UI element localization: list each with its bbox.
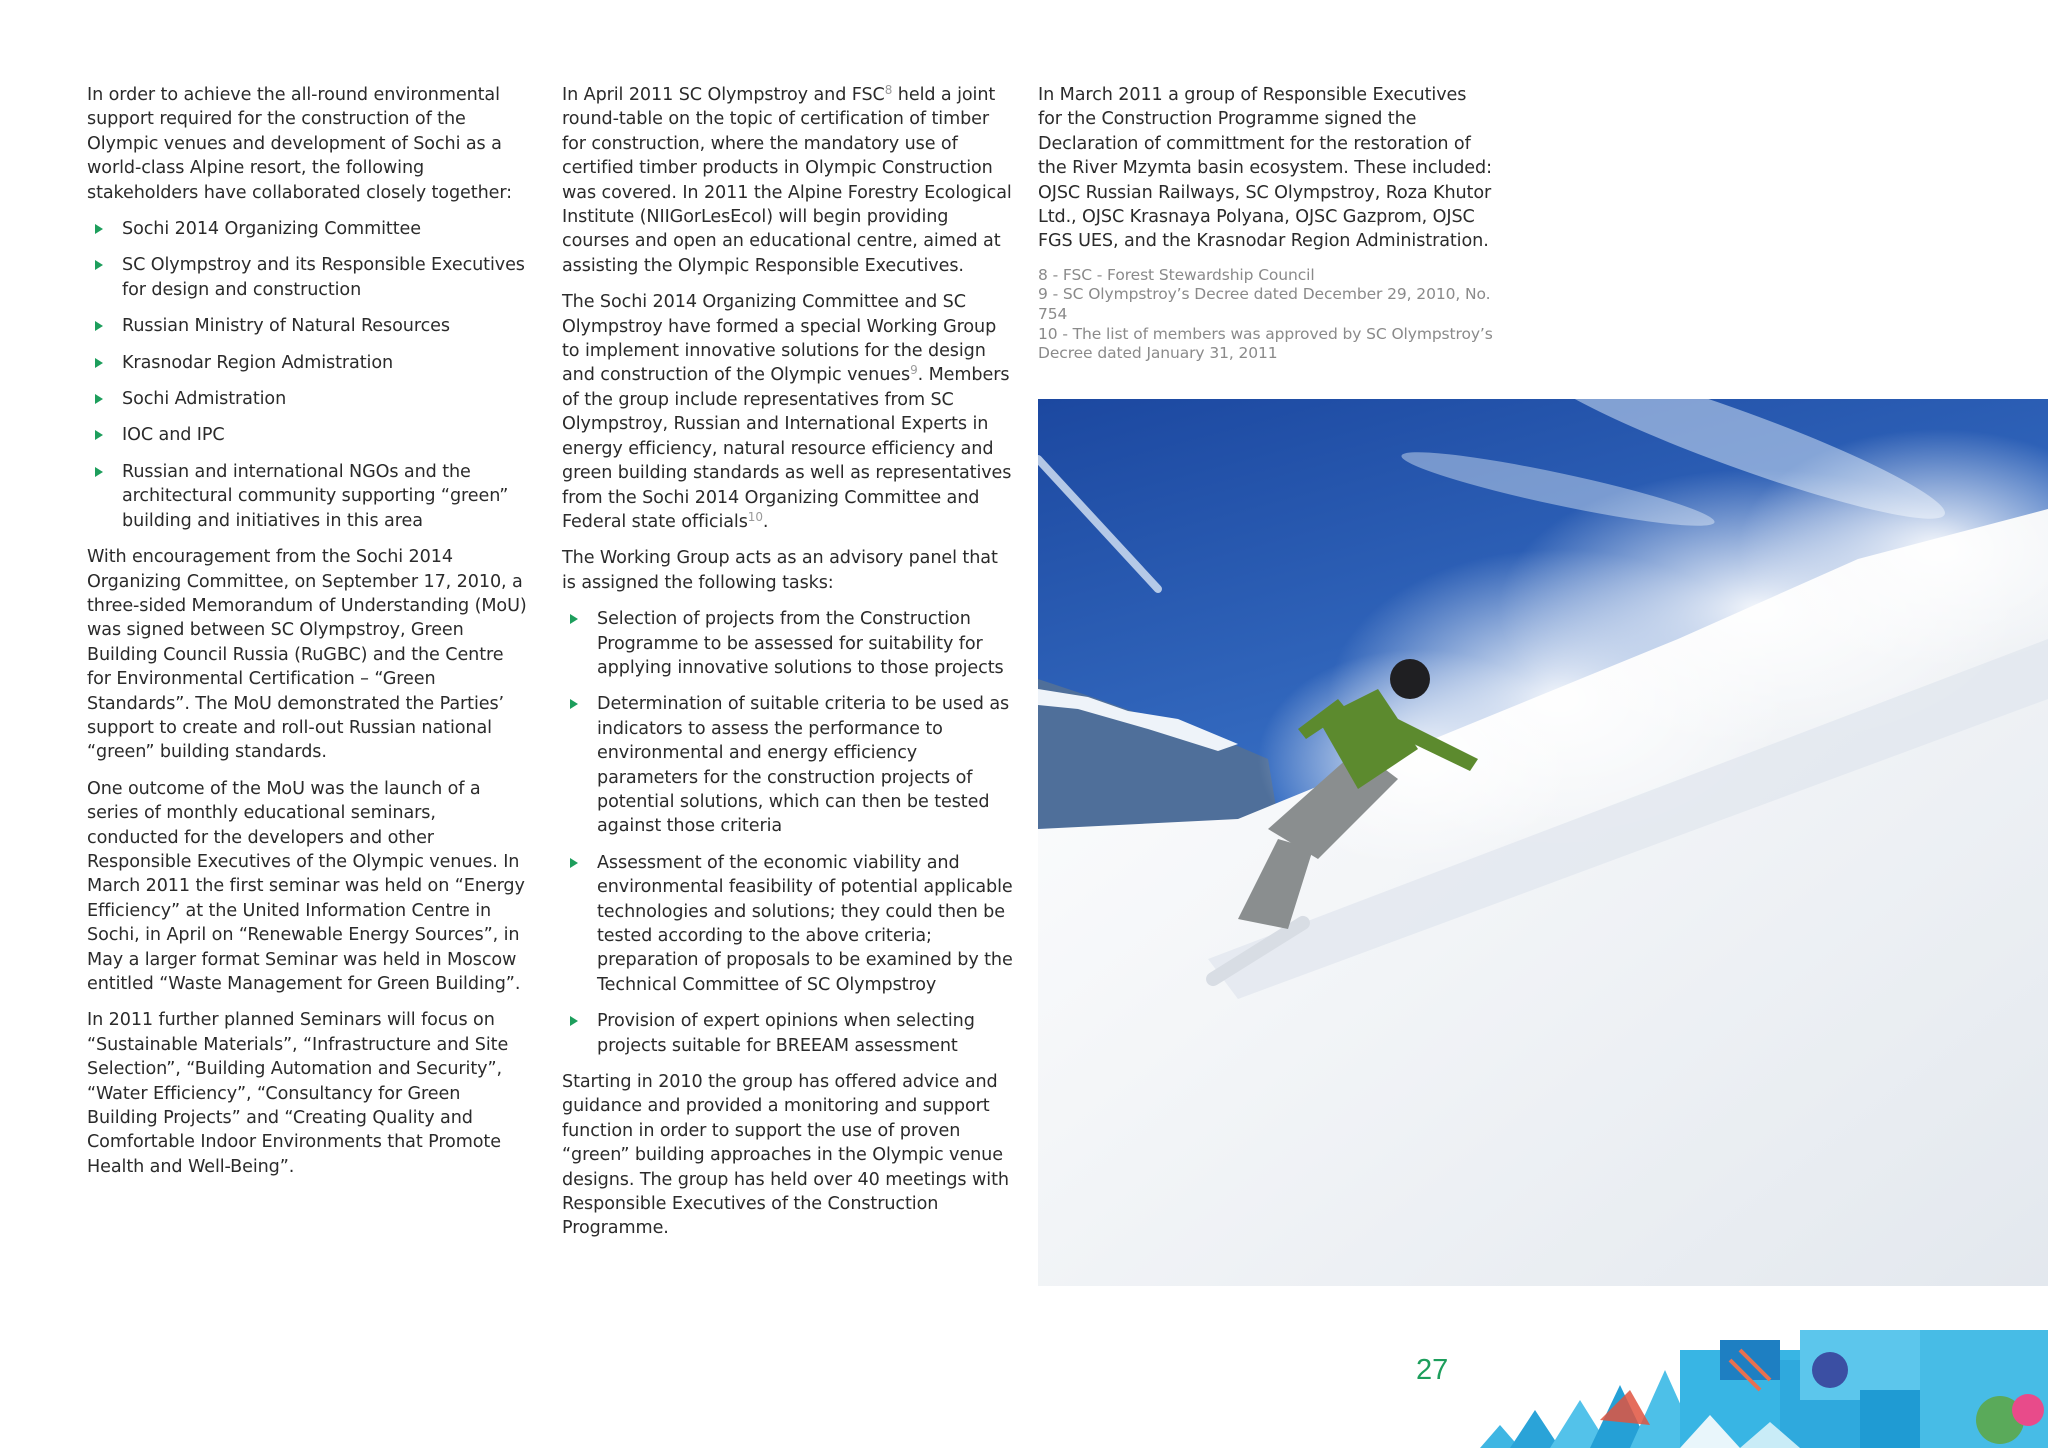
footnote: 10 - The list of members was approved by SC Olympstroy’s Decree dated January 31, 2011 (1038, 324, 1493, 363)
list-item: Determination of suitable criteria to be used as indicators to assess the performance to environmental and energy efficiency parameters for the construction projects of potential solutions, which can then be tested against those criteria (562, 692, 1014, 838)
bullet-arrow-icon (95, 321, 103, 331)
declaration-paragraph: In March 2011 a group of Responsible Executives for the Construction Programme signed the Declaration of committment for the restoration of the River Mzymta basin ecosystem. These included: OJSC Russian Railways, SC Olympstroy, Roza Khutor Ltd., OJSC Krasnaya Polyana, OJSC Gazprom, OJSC FGS UES, and the Krasnodar Region Administration. (1038, 85, 1492, 252)
summary-paragraph: Starting in 2010 the group has offered advice and guidance and provided a monitoring and support function in order to support the use of proven “green” building approaches in the Olympic venue designs. The group has held over 40 meetings with Responsible Executives of the Construction Programme. (562, 1072, 1009, 1239)
fsc-paragraph: In April 2011 SC Olympstroy and FSC$^8$ held a joint round-table on the topic of certification of timber for construction, where the mandatory use of certified timber products in Olympic Construction was covered. In 2011 the Alpine Forestry Ecological Institute (NIIGorLesEcol) will begin providing courses and open an educational centre, aimed at assisting the Olympic Responsible Executives. (562, 83, 1012, 276)
bullet-arrow-icon (95, 467, 103, 477)
bullet-arrow-icon (570, 858, 578, 868)
decorative-pattern (1480, 1330, 2048, 1448)
footnote-ref: 9 (910, 363, 918, 378)
bullet-arrow-icon (95, 430, 103, 440)
list-item: IOC and IPC (87, 423, 532, 447)
bullet-arrow-icon (95, 394, 103, 404)
bullet-arrow-icon (570, 1016, 578, 1026)
mou-paragraph: With encouragement from the Sochi 2014 Organizing Committee, on September 17, 2010, a three-sided Memorandum of Understanding (MoU) was signed between SC Olympstroy, Green Building Council Russia (RuGBC) and the Centre for Environmental Certification – “Green Standards”. The MoU demonstrated the Parties’ support to create and roll-out Russian national “green” building standards. (87, 547, 527, 763)
list-item: Selection of projects from the Construction Programme to be assessed for suitability for applying innovative solutions to those projects (562, 607, 1014, 680)
seminars-paragraph: One outcome of the MoU was the launch of a series of monthly educational seminars, conducted for the developers and other Responsible Executives of the Olympic venues. In March 2011 the first seminar was held on “Energy Efficiency” at the United Information Centre in Sochi, in April on “Renewable Energy Sources”, in May a larger format Seminar was held in Moscow entitled “Waste Management for Green Building”. (87, 778, 525, 994)
snowboarder-photo (1038, 399, 2048, 1286)
footnote: 9 - SC Olympstroy’s Decree dated December 29, 2010, No. 754 (1038, 285, 1491, 324)
bullet-arrow-icon (570, 699, 578, 709)
list-item: Sochi 2014 Organizing Committee (87, 217, 532, 241)
bullet-arrow-icon (95, 358, 103, 368)
bullet-arrow-icon (570, 614, 578, 624)
photo-illustration (1038, 399, 2048, 1286)
tasks-list (562, 607, 1014, 1058)
list-item: Assessment of the economic viability and environmental feasibility of potential applicable technologies and solutions; they could then be tested according to the above criteria; preparation of proposals to be examined by the Technical Committee of SC Olympstroy (562, 851, 1014, 997)
column-2 (562, 83, 1014, 1253)
footnote: 8 - FSC - Forest Stewardship Council (1038, 265, 1315, 284)
column-3 (1038, 83, 1493, 364)
page-number: 27 (1416, 1354, 1449, 1386)
bullet-arrow-icon (95, 224, 103, 234)
list-item: Russian Ministry of Natural Resources (87, 314, 532, 338)
column-1 (87, 83, 532, 1191)
list-item: Provision of expert opinions when selecting projects suitable for BREEAM assessment (562, 1009, 1014, 1058)
footnote-ref: 10 (747, 509, 763, 524)
stakeholders-list (87, 217, 532, 533)
footnote-ref: 8 (884, 83, 893, 97)
footnotes (1038, 266, 1493, 364)
intro-paragraph: In order to achieve the all-round environmental support required for the construction of the Olympic venues and development of Sochi as a world-class Alpine resort, the following stakeholders have collaborated closely together: (87, 85, 512, 203)
list-item: Krasnodar Region Admistration (87, 351, 532, 375)
bullet-arrow-icon (95, 260, 103, 270)
advisory-paragraph: The Working Group acts as an advisory panel that is assigned the following tasks: (562, 548, 998, 593)
planned-seminars-paragraph: In 2011 further planned Seminars will focus on “Sustainable Materials”, “Infrastructure and Site Selection”, “Building Automation and Security”, “Water Efficiency”, “Consultancy for Green Building Projects” and “Creating Quality and Comfortable Indoor Environments that Promote Health and Well-Being”. (87, 1010, 509, 1177)
list-item: SC Olympstroy and its Responsible Executives for design and construction (87, 253, 532, 302)
working-group-paragraph: The Sochi 2014 Organizing Committee and SC Olympstroy have formed a special Working Group to implement innovative solutions for the design and construction of the Olympic venues$^9$. Members of the group include representatives from SC Olympstroy, Russian and International Experts in energy efficiency, natural resource efficiency and green building standards as well as representatives from the Sochi 2014 Organizing Committee and Federal state officials$^{10}$. (562, 292, 1012, 532)
list-item: Russian and international NGOs and the architectural community supporting “green” building and initiatives in this area (87, 460, 532, 533)
list-item: Sochi Admistration (87, 387, 532, 411)
